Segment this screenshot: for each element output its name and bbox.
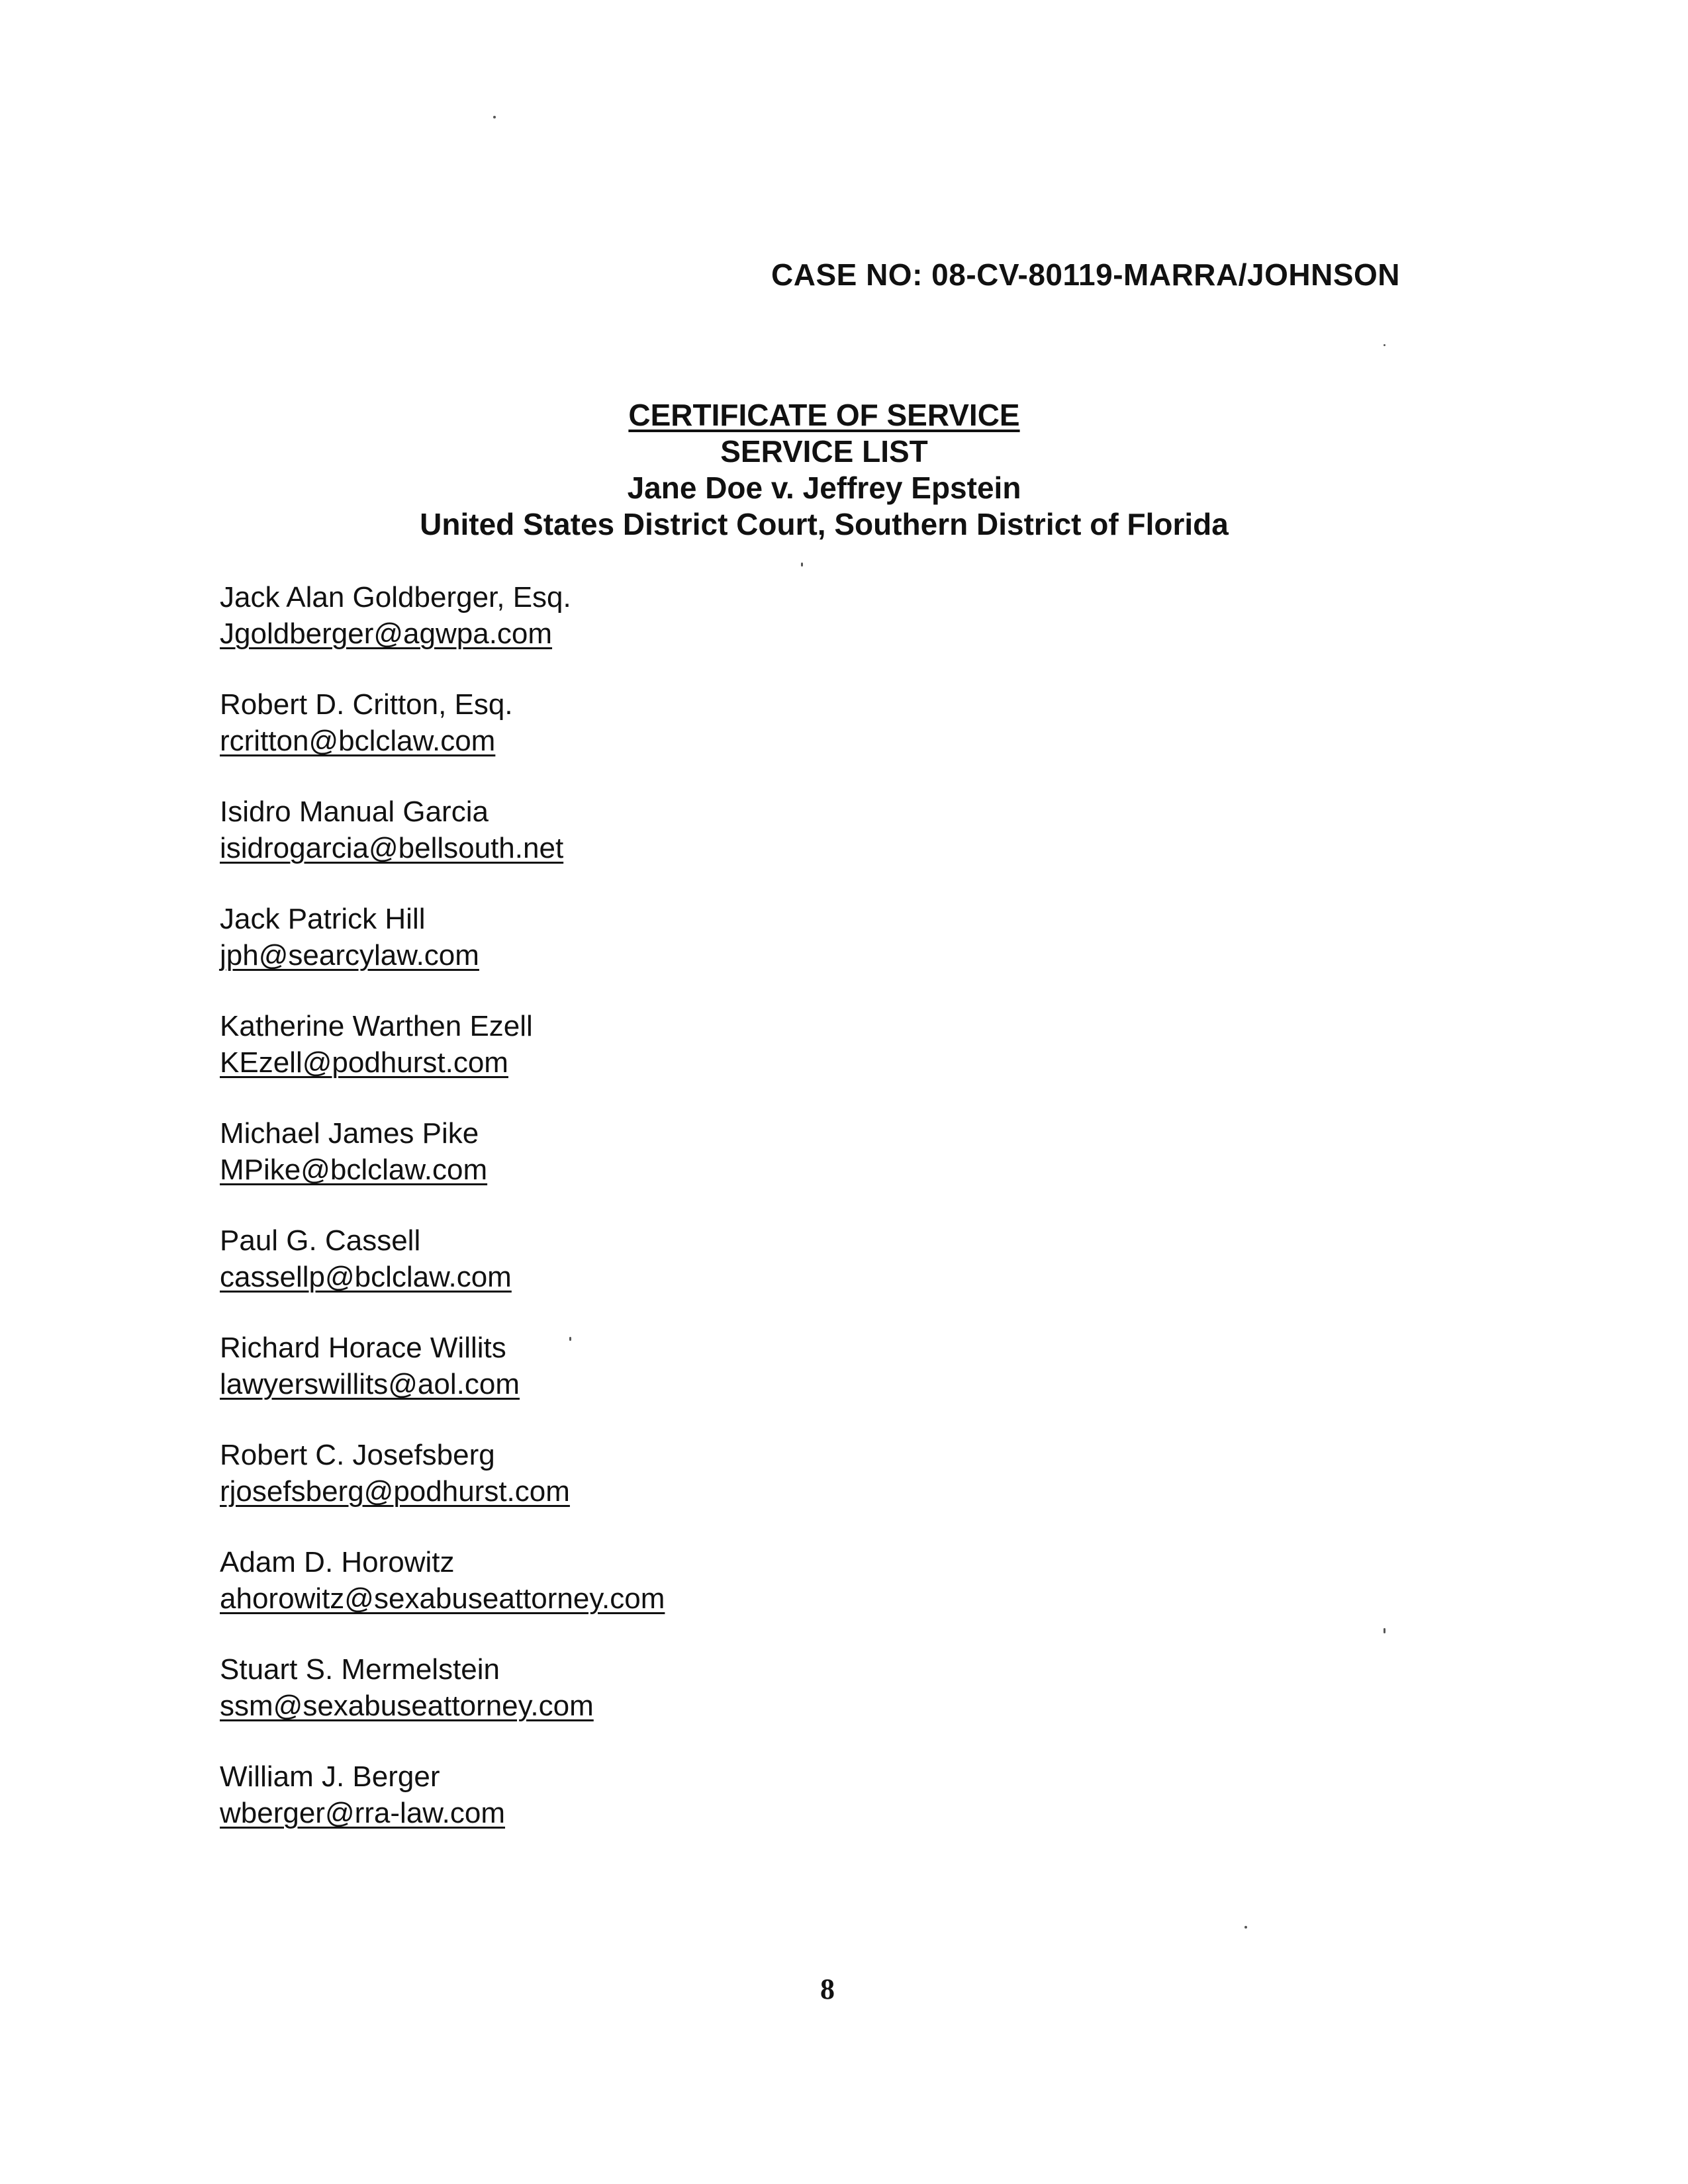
service-list-entry: [220, 901, 1147, 974]
attorney-email-link[interactable]: lawyerswillits@aol.com: [220, 1368, 520, 1400]
attorney-name: Jack Alan Goldberger, Esq.: [220, 581, 571, 614]
certificate-heading: [0, 397, 1648, 543]
attorney-name: Katherine Warthen Ezell: [220, 1010, 533, 1042]
attorney-email-link[interactable]: MPike@bclclaw.com: [220, 1154, 488, 1186]
attorney-email-link[interactable]: jph@searcylaw.com: [220, 939, 479, 972]
service-list-entry: [220, 1544, 1147, 1617]
attorney-email-link[interactable]: cassellp@bclclaw.com: [220, 1261, 512, 1293]
case-number: CASE NO: 08-CV-80119-MARRA/JOHNSON: [771, 257, 1401, 292]
service-list-entry: [220, 1651, 1147, 1724]
attorney-name: Stuart S. Mermelstein: [220, 1653, 500, 1686]
attorney-email-link[interactable]: ssm@sexabuseattorney.com: [220, 1690, 594, 1722]
scan-speck: [1383, 1628, 1385, 1633]
attorney-email-link[interactable]: KEzell@podhurst.com: [220, 1046, 508, 1079]
service-list-entry: [220, 579, 1147, 652]
service-list-entry: [220, 686, 1147, 759]
attorney-email-link[interactable]: rjosefsberg@podhurst.com: [220, 1475, 570, 1508]
attorney-email-link[interactable]: ahorowitz@sexabuseattorney.com: [220, 1582, 665, 1615]
service-list-entry: [220, 794, 1147, 866]
attorney-name: Robert D. Critton, Esq.: [220, 688, 513, 721]
attorney-name: Jack Patrick Hill: [220, 903, 426, 935]
attorney-name: Michael James Pike: [220, 1117, 479, 1150]
scan-speck: [801, 563, 803, 567]
certificate-title: CERTIFICATE OF SERVICE: [628, 398, 1020, 432]
service-list-entry: [220, 1115, 1147, 1188]
attorney-name: Paul G. Cassell: [220, 1224, 421, 1257]
service-list-subtitle: SERVICE LIST: [720, 434, 928, 469]
attorney-email-link[interactable]: wberger@rra-law.com: [220, 1797, 505, 1829]
service-list-entry: [220, 1758, 1147, 1831]
attorney-email-link[interactable]: isidrogarcia@bellsouth.net: [220, 832, 564, 864]
scan-speck: [1383, 344, 1385, 346]
service-list-entry: [220, 1330, 1147, 1402]
service-list-entry: [220, 1222, 1147, 1295]
attorney-name: Robert C. Josefsberg: [220, 1439, 495, 1471]
attorney-email-link[interactable]: rcritton@bclclaw.com: [220, 725, 496, 757]
scan-speck: [1244, 1926, 1247, 1929]
scan-speck: [493, 116, 496, 118]
attorney-name: William J. Berger: [220, 1760, 440, 1793]
attorney-name: Isidro Manual Garcia: [220, 796, 489, 828]
page-number: 8: [820, 1973, 835, 2005]
attorney-name: Richard Horace Willits: [220, 1332, 506, 1364]
attorney-name: Adam D. Horowitz: [220, 1546, 455, 1578]
service-list-entry: [220, 1008, 1147, 1081]
attorney-email-link[interactable]: Jgoldberger@agwpa.com: [220, 617, 553, 650]
court-name: United States District Court, Southern District of Florida: [420, 507, 1229, 541]
case-name: Jane Doe v. Jeffrey Epstein: [627, 471, 1021, 505]
service-list-entry: [220, 1437, 1147, 1510]
service-list: [220, 579, 1147, 1866]
